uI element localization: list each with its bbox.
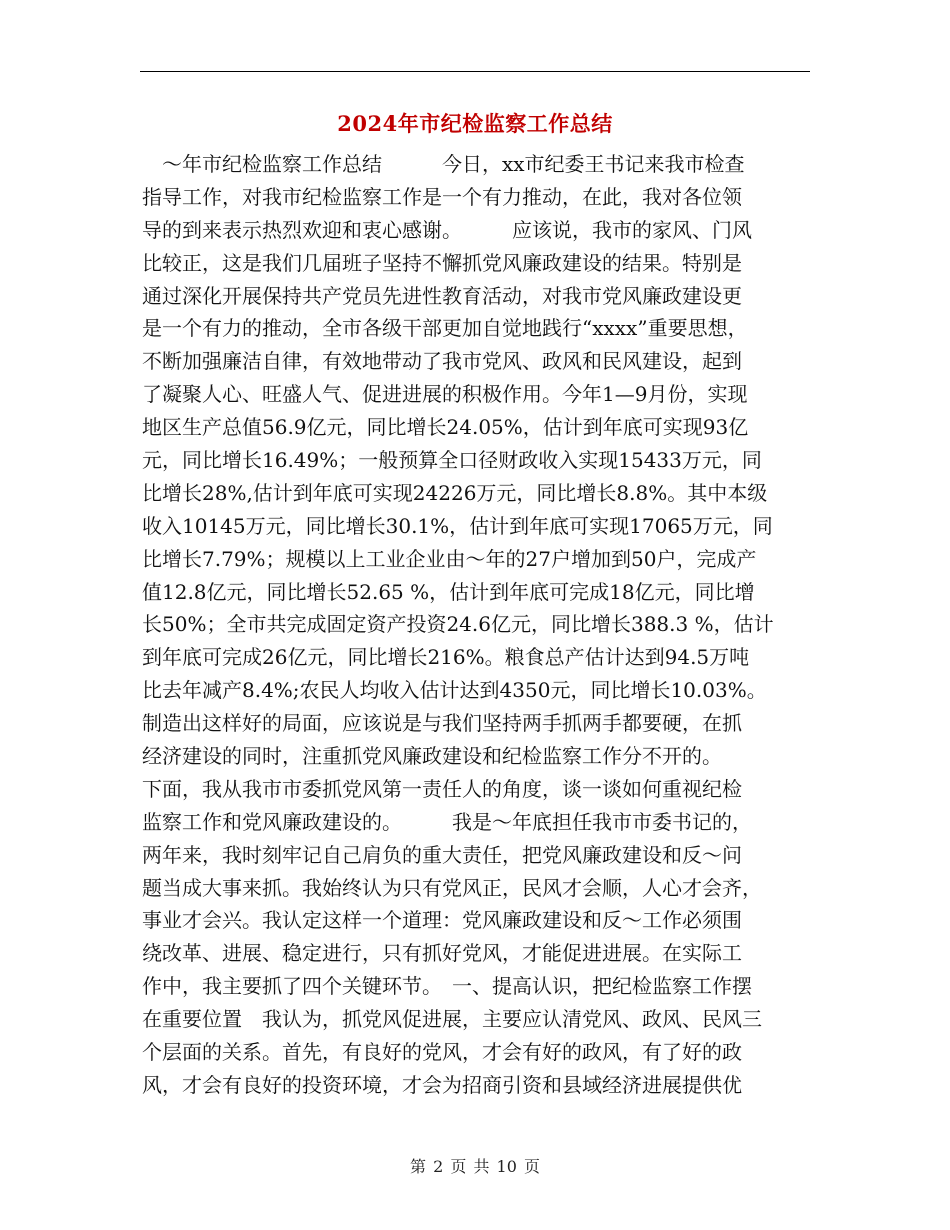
body-line: 比增长28%,估计到年底可实现24226万元，同比增长8.8%。其中本级	[142, 480, 768, 505]
body-line: 绕改革、进展、稳定进行，只有抓好党风，才能促进进展。在实际工	[142, 941, 742, 966]
body-line: 下面，我从我市市委抓党风第一责任人的角度，谈一谈如何重视纪检	[142, 776, 742, 801]
body-line: 了凝聚人心、旺盛人气、促进进展的积极作用。今年1—9月份，实现	[142, 382, 748, 407]
body-line: 在重要位置 我认为，抓党风促进展，主要应认清党风、政风、民风三	[142, 1007, 762, 1032]
header-rule	[140, 71, 810, 72]
body-line: 作中，我主要抓了四个关键环节。 一、提高认识，把纪检监察工作摆	[142, 974, 752, 999]
body-line: 长50%；全市共完成固定资产投资24.6亿元，同比增长388.3 %，估计	[142, 612, 774, 637]
body-line: 经济建设的同时，注重抓党风廉政建设和纪检监察工作分不开的。	[142, 744, 722, 769]
body-line: 不断加强廉洁自律，有效地带动了我市党风、政风和民风建设，起到	[142, 349, 742, 374]
page-number-footer: 第 2 页 共 10 页	[410, 1157, 540, 1176]
body-line: 通过深化开展保持共产党员先进性教育活动，对我市党风廉政建设更	[142, 283, 742, 308]
body-line: 比去年减产8.4%;农民人均收入估计达到4350元，同比增长10.03%。	[142, 678, 767, 703]
body-line: 比增长7.79%；规模以上工业企业由～年的27户增加到50户，完成产	[142, 546, 757, 571]
body-line: 导的到来表示热烈欢迎和衷心感谢。 应该说，我市的家风、门风	[142, 217, 752, 242]
body-line: 个层面的关系。首先，有良好的党风，才会有好的政风，有了好的政	[142, 1040, 742, 1065]
body-line: 题当成大事来抓。我始终认为只有党风正，民风才会顺，人心才会齐，	[142, 875, 762, 900]
body-line: 指导工作，对我市纪检监察工作是一个有力推动，在此，我对各位领	[142, 184, 742, 209]
body-line: 地区生产总值56.9亿元，同比增长24.05%，估计到年底可实现93亿	[142, 415, 749, 440]
body-line: 收入10145万元，同比增长30.1%，估计到年底可实现17065万元，同	[142, 513, 773, 538]
body-line: 到年底可完成26亿元，同比增长216%。粮食总产估计达到94.5万吨	[142, 645, 750, 670]
body-line: 是一个有力的推动，全市各级干部更加自觉地践行“xxxx”重要思想，	[142, 316, 748, 341]
body-line: 事业才会兴。我认定这样一个道理：党风廉政建设和反～工作必须围	[142, 908, 742, 933]
document-body	[142, 148, 812, 1102]
body-line: 值12.8亿元，同比增长52.65 %，估计到年底可完成18亿元，同比增	[142, 579, 755, 604]
body-line: 风，才会有良好的投资环境，才会为招商引资和县域经济进展提供优	[142, 1072, 742, 1097]
body-line: ～年市纪检监察工作总结 今日，xx市纪委王书记来我市检查	[142, 152, 745, 176]
body-line: 元，同比增长16.49%；一般预算全口径财政收入实现15433万元，同	[142, 448, 762, 473]
body-line: 监察工作和党风廉政建设的。 我是～年底担任我市市委书记的，	[142, 809, 752, 834]
body-line: 比较正，这是我们几届班子坚持不懈抓党风廉政建设的结果。特别是	[142, 250, 742, 275]
body-line: 制造出这样好的局面，应该说是与我们坚持两手抓两手都要硬，在抓	[142, 711, 742, 736]
document-title: 2024年市纪检监察工作总结	[337, 111, 613, 136]
body-line: 两年来，我时刻牢记自己肩负的重大责任，把党风廉政建设和反～问	[142, 842, 742, 867]
